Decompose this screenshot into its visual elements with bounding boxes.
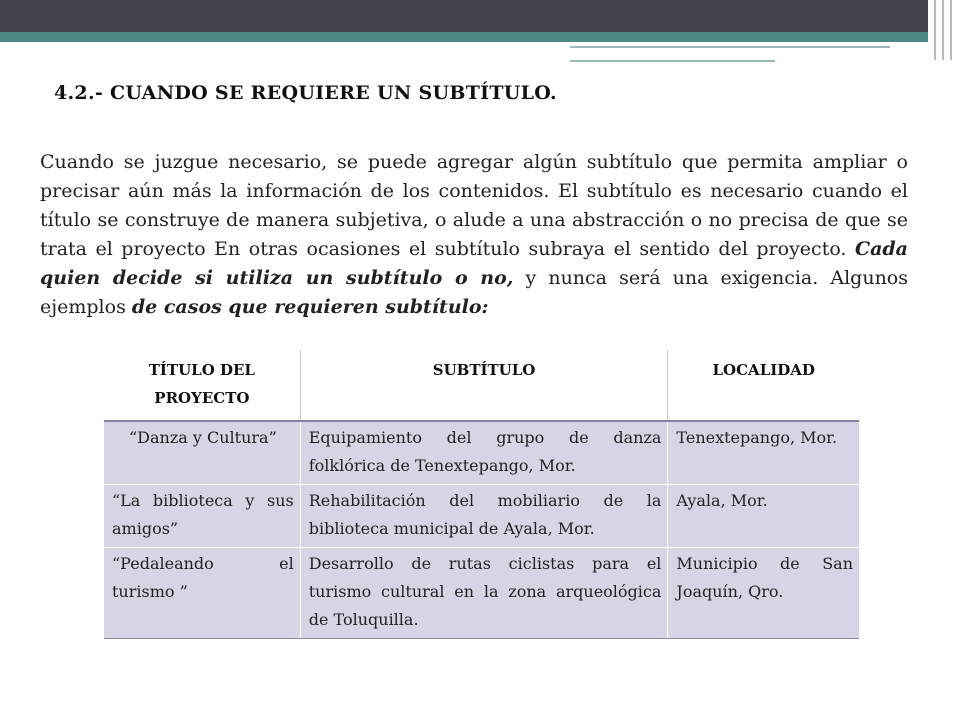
corner-stripe [942, 0, 944, 60]
column-header: LOCALIDAD [668, 350, 859, 421]
paragraph-text: Cuando se juzgue necesario, se puede agregar algún subtítulo que permita ampliar o precisar aún más la información de los contenidos. El subtítulo es necesario cuando el título se construye de manera subjetiva, o alude a una abstracción o no precisa de que se trata el proyecto En otras ocasiones el subtítulo subraya el sentido del proyecto. [40, 151, 908, 260]
table-header-row [104, 350, 859, 421]
paragraph-text: y nunca será una exigencia. Algunos ejemplos [40, 267, 908, 318]
corner-stripe [934, 0, 936, 60]
header-teal-band [0, 32, 928, 42]
table-cell: “Danza y Cultura” [104, 421, 300, 485]
table-cell: “La biblioteca y sus amigos” [104, 485, 300, 548]
examples-table [104, 350, 859, 639]
paragraph-emphasis: de casos que requieren subtítulo: [131, 296, 489, 318]
table-cell: Ayala, Mor. [668, 485, 859, 548]
table-cell: “Pedaleando el turismo ” [104, 548, 300, 639]
paragraph-emphasis: Cada quien decide si utiliza un subtítulo o no, [40, 238, 908, 289]
section-heading: 4.2.- CUANDO SE REQUIERE UN SUBTÍTULO. [54, 82, 557, 104]
table-cell: Equipamiento del grupo de danza folklórica de Tenextepango, Mor. [300, 421, 668, 485]
column-header: TÍTULO DEL PROYECTO [104, 350, 300, 421]
header-corner-block [928, 0, 960, 60]
header-accent-line [570, 46, 890, 48]
column-header: SUBTÍTULO [300, 350, 668, 421]
table-row [104, 421, 859, 485]
table-cell: Tenextepango, Mor. [668, 421, 859, 485]
table-cell: Desarrollo de rutas ciclistas para el turismo cultural en la zona arqueológica de Toluquilla. [300, 548, 668, 639]
table-row [104, 548, 859, 639]
table-cell: Rehabilitación del mobiliario de la biblioteca municipal de Ayala, Mor. [300, 485, 668, 548]
header-dark-bar [0, 0, 960, 32]
table-cell: Municipio de San Joaquín, Qro. [668, 548, 859, 639]
body-paragraph [40, 148, 908, 322]
table-row [104, 485, 859, 548]
corner-stripe [950, 0, 952, 60]
header-accent-line-short [570, 60, 775, 62]
